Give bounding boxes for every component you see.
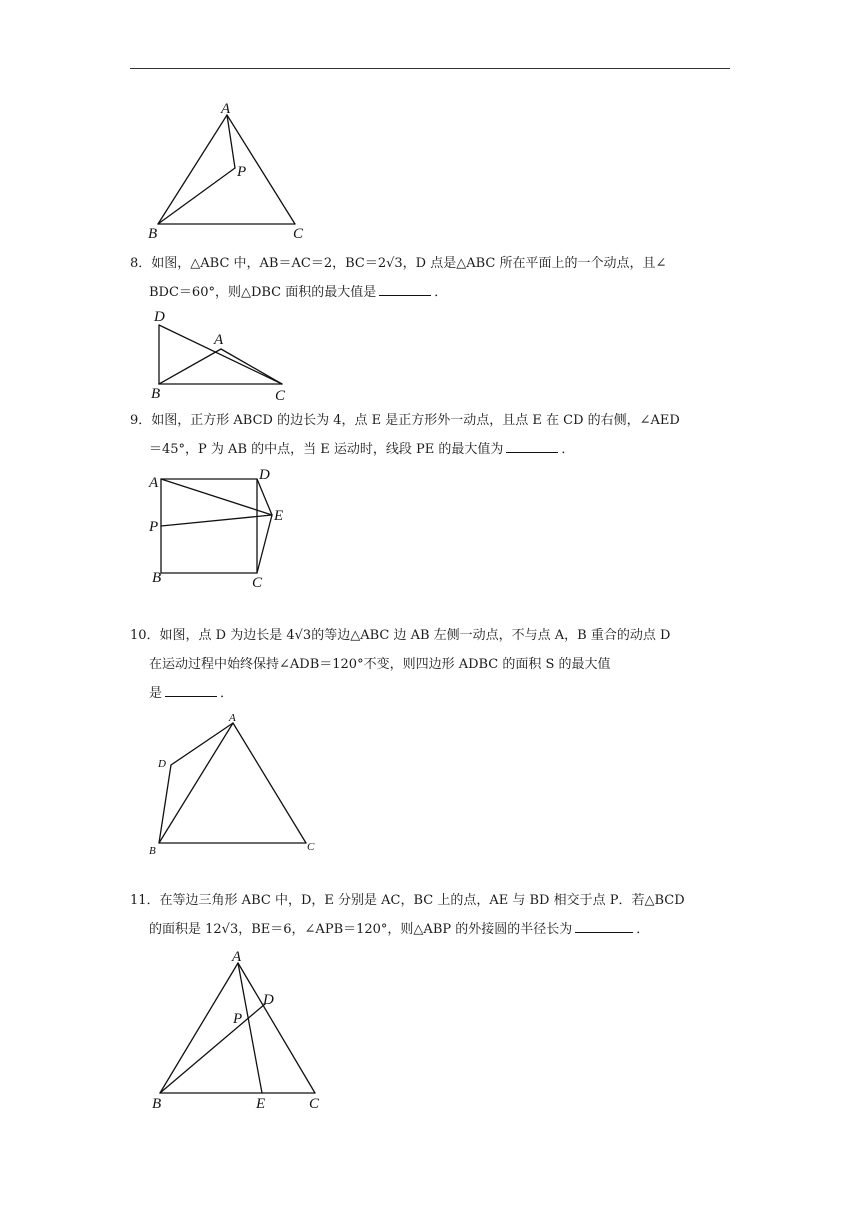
answer-blank[interactable] <box>575 918 633 933</box>
label-b: B <box>152 570 162 586</box>
label-b: B <box>151 386 161 402</box>
question-text-line2: ＝45°，P 为 AB 的中点，当 E 运动时，线段 PE 的最大值为 <box>149 442 504 457</box>
punctuation: ． <box>220 686 234 701</box>
question-text-line2: BDC＝60°，则△DBC 面积的最大值是 <box>149 285 377 300</box>
question-text-line2: 在运动过程中始终保持∠ADB＝120°不变，则四边形 ADBC 的面积 S 的最大值 <box>149 657 611 672</box>
punctuation: ． <box>561 442 575 457</box>
figure-triangle-dbc <box>145 308 305 403</box>
answer-blank[interactable] <box>379 281 431 296</box>
label-c: C <box>307 841 315 853</box>
header-rule <box>130 68 730 69</box>
label-e: E <box>274 508 284 524</box>
figure-square-abcd <box>145 465 305 590</box>
answer-blank[interactable] <box>506 438 558 453</box>
label-a: A <box>221 101 231 117</box>
label-a: A <box>229 712 236 724</box>
question-text-line3: 是 <box>149 686 163 701</box>
label-a: A <box>149 475 159 491</box>
question-9 <box>130 406 735 464</box>
punctuation: ． <box>636 922 650 937</box>
label-c: C <box>252 575 263 591</box>
question-text-line1: 如图，点 D 为边长是 4√3的等边△ABC 边 AB 左侧一动点，不与点 A，B 重合的动点 D <box>159 628 671 643</box>
label-p: P <box>237 164 247 180</box>
question-text-line1: 如图，正方形 ABCD 的边长为 4，点 E 是正方形外一动点，且点 E 在 CD 的右侧，∠AED <box>151 413 680 428</box>
question-number: 11． <box>130 893 160 908</box>
answer-blank[interactable] <box>165 682 217 697</box>
label-p: P <box>233 1011 243 1027</box>
question-8 <box>130 249 735 307</box>
label-a: A <box>214 332 224 348</box>
question-10 <box>130 621 735 708</box>
label-c: C <box>275 388 286 404</box>
label-c: C <box>293 226 304 242</box>
label-d: D <box>158 758 166 770</box>
question-number: 8． <box>130 256 152 271</box>
question-number: 9． <box>130 413 152 428</box>
label-d: D <box>263 992 274 1008</box>
question-number: 10． <box>130 628 160 643</box>
label-a: A <box>232 949 242 965</box>
label-b: B <box>149 845 156 857</box>
figure-triangle-abp <box>140 100 320 245</box>
label-c: C <box>309 1096 320 1112</box>
label-p: P <box>149 519 159 535</box>
question-text-line1: 在等边三角形 ABC 中，D，E 分别是 AC，BC 上的点，AE 与 BD 相交于点 P．若△BCD <box>159 893 685 908</box>
label-e: E <box>256 1096 266 1112</box>
question-11 <box>130 886 735 944</box>
question-text-line2: 的面积是 12√3，BE＝6，∠APB＝120°，则△ABP 的外接圆的半径长为 <box>149 922 573 937</box>
figure-equilateral-abc <box>145 948 335 1113</box>
figure-quadrilateral-adbc <box>140 708 330 858</box>
question-text-line1: 如图，△ABC 中，AB＝AC＝2，BC＝2√3，D 点是△ABC 所在平面上的一个动点，且∠ <box>151 256 667 271</box>
label-d: D <box>259 467 270 483</box>
label-b: B <box>148 226 158 242</box>
label-d: D <box>154 309 165 325</box>
punctuation: ． <box>434 285 448 300</box>
label-b: B <box>152 1096 162 1112</box>
